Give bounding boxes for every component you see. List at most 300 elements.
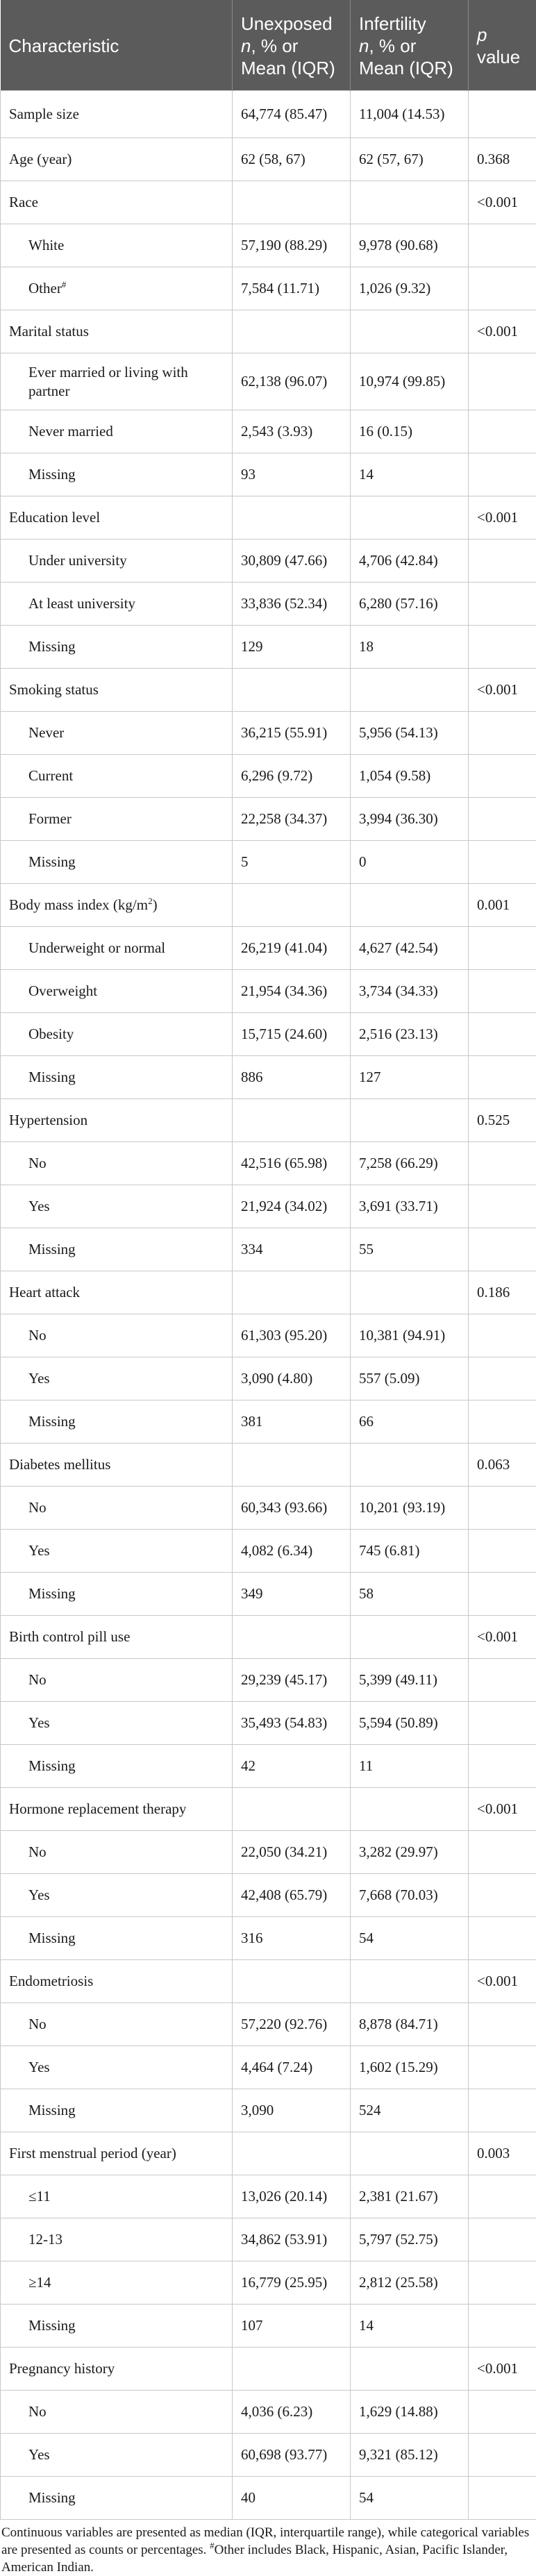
characteristic-label: Missing [28, 466, 76, 483]
cell-characteristic [1, 1271, 233, 1314]
cell-characteristic [1, 2261, 233, 2305]
cell-unexposed: 62 (58, 67) [233, 138, 351, 181]
cell-characteristic [1, 1702, 233, 1745]
cell-infertility: 54 [351, 1917, 469, 1960]
table-row-subcategory [1, 583, 536, 626]
cell-infertility [351, 1271, 469, 1314]
cell-pvalue [469, 91, 536, 138]
characteristic-label: No [28, 1327, 47, 1344]
cell-unexposed: 334 [233, 1228, 351, 1271]
table-row-subcategory [1, 2218, 536, 2261]
cell-infertility [351, 2348, 469, 2391]
characteristic-label: Marital status [9, 323, 89, 340]
cell-pvalue: 0.525 [469, 1099, 536, 1142]
cell-characteristic [1, 1185, 233, 1228]
cell-unexposed: 3,090 (4.80) [233, 1357, 351, 1400]
table-row-subcategory [1, 755, 536, 798]
cell-characteristic [1, 1874, 233, 1917]
cell-unexposed: 40 [233, 2477, 351, 2520]
header-row [1, 0, 536, 91]
cell-infertility: 10,974 (99.85) [351, 353, 469, 410]
cell-pvalue [469, 1530, 536, 1573]
cell-characteristic [1, 540, 233, 583]
table-row-subcategory [1, 224, 536, 267]
characteristic-label: No [28, 2403, 47, 2420]
cell-pvalue [469, 583, 536, 626]
cell-infertility: 5,594 (50.89) [351, 1702, 469, 1745]
cell-unexposed: 129 [233, 626, 351, 669]
cell-pvalue: 0.001 [469, 884, 536, 927]
header-infertility-label: Infertility [359, 13, 426, 34]
table-row-subcategory [1, 1185, 536, 1228]
cell-infertility: 5,956 (54.13) [351, 712, 469, 755]
cell-characteristic [1, 1099, 233, 1142]
characteristic-label: Never married [28, 423, 113, 440]
cell-infertility: 2,812 (25.58) [351, 2261, 469, 2305]
characteristic-label: Under university [28, 552, 127, 569]
table-row-subcategory [1, 540, 536, 583]
cell-unexposed [233, 1788, 351, 1831]
table-row-subcategory [1, 410, 536, 453]
cell-infertility: 3,282 (29.97) [351, 1831, 469, 1874]
cell-infertility: 62 (57, 67) [351, 138, 469, 181]
header-unexposed [233, 0, 351, 91]
cell-characteristic [1, 2132, 233, 2175]
cell-infertility: 7,258 (66.29) [351, 1142, 469, 1185]
cell-infertility: 9,321 (85.12) [351, 2434, 469, 2477]
cell-infertility: 66 [351, 1400, 469, 1444]
cell-infertility: 0 [351, 841, 469, 884]
cell-pvalue [469, 755, 536, 798]
cell-infertility [351, 884, 469, 927]
cell-pvalue: <0.001 [469, 669, 536, 712]
cell-unexposed [233, 1099, 351, 1142]
cell-characteristic [1, 712, 233, 755]
characteristic-label: Body mass index (kg/m [9, 896, 148, 913]
cell-characteristic [1, 1616, 233, 1659]
header-unexposed-n: n [241, 35, 251, 56]
characteristic-superscript: # [62, 279, 67, 290]
cell-pvalue [469, 712, 536, 755]
cell-pvalue [469, 353, 536, 410]
cell-unexposed: 26,219 (41.04) [233, 927, 351, 970]
footnote-main: Continuous variables are presented as median (IQR, interquartile range), while categorical variables are presented as counts or percentages. [1, 2525, 529, 2557]
cell-pvalue [469, 224, 536, 267]
cell-pvalue [469, 1831, 536, 1874]
table-row-subcategory [1, 1573, 536, 1616]
cell-infertility: 8,878 (84.71) [351, 2003, 469, 2046]
cell-pvalue [469, 1400, 536, 1444]
characteristic-label: Missing [28, 853, 76, 870]
characteristic-label: Missing [28, 1241, 76, 1257]
cell-unexposed: 62,138 (96.07) [233, 353, 351, 410]
characteristic-label: Hormone replacement therapy [9, 1800, 186, 1817]
cell-pvalue [469, 1874, 536, 1917]
cell-pvalue [469, 1185, 536, 1228]
cell-unexposed: 3,090 [233, 2089, 351, 2132]
cell-infertility: 3,734 (34.33) [351, 970, 469, 1013]
characteristic-label: Current [28, 767, 73, 784]
footnote-other-note: Other includes Black, Hispanic, Asian, Pacific Islander, American Indian. [1, 2543, 508, 2575]
cell-infertility: 3,691 (33.71) [351, 1185, 469, 1228]
characteristic-label: Underweight or normal [28, 939, 165, 956]
cell-infertility: 16 (0.15) [351, 410, 469, 453]
cell-characteristic [1, 1013, 233, 1056]
table-row-subcategory [1, 2261, 536, 2305]
cell-pvalue [469, 1013, 536, 1056]
table-row-subcategory [1, 1357, 536, 1400]
cell-pvalue [469, 1142, 536, 1185]
table-header [1, 0, 536, 91]
characteristic-label: Yes [28, 1542, 50, 1559]
cell-characteristic [1, 1831, 233, 1874]
cell-unexposed [233, 1960, 351, 2003]
cell-pvalue [469, 2089, 536, 2132]
cell-unexposed: 21,954 (34.36) [233, 970, 351, 1013]
table-row-category [1, 496, 536, 540]
table-row-category [1, 669, 536, 712]
cell-unexposed: 16,779 (25.95) [233, 2261, 351, 2305]
cell-pvalue [469, 1487, 536, 1530]
table-row-subcategory [1, 1314, 536, 1357]
cell-characteristic [1, 2175, 233, 2218]
cell-characteristic [1, 1400, 233, 1444]
table-row-subcategory [1, 841, 536, 884]
cell-pvalue [469, 1228, 536, 1271]
characteristic-label: Sample size [9, 106, 79, 122]
cell-pvalue [469, 267, 536, 310]
cell-pvalue [469, 841, 536, 884]
cell-pvalue [469, 2391, 536, 2434]
cell-characteristic [1, 1444, 233, 1487]
table-row-subcategory [1, 1487, 536, 1530]
cell-unexposed: 33,836 (52.34) [233, 583, 351, 626]
characteristic-label: Hypertension [9, 1112, 87, 1128]
cell-characteristic [1, 1142, 233, 1185]
cell-characteristic [1, 841, 233, 884]
cell-unexposed: 22,258 (34.37) [233, 798, 351, 841]
cell-infertility: 524 [351, 2089, 469, 2132]
characteristic-label: White [28, 237, 64, 253]
cell-characteristic [1, 1659, 233, 1702]
cell-characteristic [1, 2089, 233, 2132]
table-row-subcategory [1, 2175, 536, 2218]
cell-characteristic [1, 1745, 233, 1788]
cell-pvalue: <0.001 [469, 2348, 536, 2391]
cell-characteristic [1, 2348, 233, 2391]
cell-infertility: 2,516 (23.13) [351, 1013, 469, 1056]
cell-infertility: 4,706 (42.84) [351, 540, 469, 583]
header-characteristic [1, 0, 233, 91]
cell-infertility [351, 1099, 469, 1142]
table-row-subcategory [1, 1702, 536, 1745]
cell-characteristic [1, 669, 233, 712]
characteristic-label: Pregnancy history [9, 2360, 115, 2377]
cell-characteristic [1, 1056, 233, 1099]
cell-unexposed: 886 [233, 1056, 351, 1099]
cell-pvalue: <0.001 [469, 496, 536, 540]
cell-pvalue [469, 2477, 536, 2520]
characteristic-label: Yes [28, 2446, 50, 2463]
cell-infertility: 54 [351, 2477, 469, 2520]
characteristic-label: Ever married or living with partner [28, 364, 188, 399]
table-row-category [1, 1271, 536, 1314]
cell-unexposed [233, 2132, 351, 2175]
cell-characteristic [1, 1530, 233, 1573]
cell-unexposed: 93 [233, 453, 351, 496]
cell-infertility [351, 496, 469, 540]
characteristic-label: Missing [28, 1757, 76, 1774]
cell-unexposed [233, 884, 351, 927]
table-row-category [1, 91, 536, 138]
cell-pvalue: <0.001 [469, 1788, 536, 1831]
cell-pvalue: 0.368 [469, 138, 536, 181]
cell-infertility [351, 1788, 469, 1831]
table-row-subcategory [1, 267, 536, 310]
characteristic-label: ≥14 [28, 2274, 51, 2291]
cell-infertility: 18 [351, 626, 469, 669]
cell-characteristic [1, 1314, 233, 1357]
cell-infertility [351, 181, 469, 224]
cell-unexposed [233, 2348, 351, 2391]
cell-pvalue [469, 2218, 536, 2261]
cell-pvalue [469, 626, 536, 669]
table-row-category [1, 2132, 536, 2175]
cell-characteristic [1, 267, 233, 310]
cell-pvalue [469, 453, 536, 496]
cell-unexposed [233, 1616, 351, 1659]
cell-unexposed: 36,215 (55.91) [233, 712, 351, 755]
cell-unexposed: 107 [233, 2305, 351, 2348]
cell-characteristic [1, 1573, 233, 1616]
cell-characteristic [1, 583, 233, 626]
characteristic-label: Yes [28, 1370, 50, 1387]
characteristic-label: Yes [28, 1198, 50, 1214]
characteristic-label: Yes [28, 1887, 50, 1903]
cell-unexposed: 57,220 (92.76) [233, 2003, 351, 2046]
header-characteristic-label: Characteristic [9, 35, 119, 56]
table-row-category [1, 138, 536, 181]
cell-unexposed: 349 [233, 1573, 351, 1616]
characteristic-label: Obesity [28, 1026, 74, 1042]
cell-unexposed: 4,036 (6.23) [233, 2391, 351, 2434]
characteristic-label: Birth control pill use [9, 1628, 130, 1645]
characteristic-label: Missing [28, 1069, 76, 1085]
footnote-marker: # [210, 2541, 215, 2551]
table-row-subcategory [1, 1013, 536, 1056]
cell-characteristic [1, 224, 233, 267]
cell-infertility: 14 [351, 2305, 469, 2348]
cell-pvalue: 0.063 [469, 1444, 536, 1487]
characteristic-superscript: 2 [148, 896, 153, 906]
table-row-subcategory [1, 1142, 536, 1185]
cell-unexposed: 316 [233, 1917, 351, 1960]
cell-characteristic [1, 970, 233, 1013]
table-row-subcategory [1, 1400, 536, 1444]
cell-unexposed [233, 1444, 351, 1487]
cell-infertility: 745 (6.81) [351, 1530, 469, 1573]
table-row-subcategory [1, 798, 536, 841]
cell-pvalue [469, 2046, 536, 2089]
cell-unexposed [233, 669, 351, 712]
table-row-subcategory [1, 1874, 536, 1917]
cell-characteristic [1, 927, 233, 970]
cell-infertility: 58 [351, 1573, 469, 1616]
cell-pvalue [469, 798, 536, 841]
cell-characteristic [1, 2046, 233, 2089]
characteristic-label: Heart attack [9, 1284, 80, 1300]
cell-unexposed: 42 [233, 1745, 351, 1788]
cell-unexposed: 60,343 (93.66) [233, 1487, 351, 1530]
cell-infertility [351, 1960, 469, 2003]
table-row-subcategory [1, 2391, 536, 2434]
cell-pvalue [469, 1357, 536, 1400]
header-infertility-n: n [359, 35, 369, 56]
table-row-category [1, 181, 536, 224]
characteristic-label: Missing [28, 1585, 76, 1602]
table-row-subcategory [1, 2305, 536, 2348]
cell-unexposed: 34,862 (53.91) [233, 2218, 351, 2261]
characteristic-label: Yes [28, 1714, 50, 1731]
characteristic-label: Missing [28, 1413, 76, 1430]
cell-pvalue [469, 1573, 536, 1616]
cell-characteristic [1, 2218, 233, 2261]
cell-infertility: 7,668 (70.03) [351, 1874, 469, 1917]
cell-unexposed: 5 [233, 841, 351, 884]
cell-unexposed: 381 [233, 1400, 351, 1444]
cell-infertility: 1,054 (9.58) [351, 755, 469, 798]
table-row-subcategory [1, 712, 536, 755]
cell-characteristic [1, 353, 233, 410]
cell-unexposed: 4,082 (6.34) [233, 1530, 351, 1573]
cell-pvalue: <0.001 [469, 181, 536, 224]
characteristic-label: Other [28, 280, 62, 296]
cell-infertility: 1,026 (9.32) [351, 267, 469, 310]
cell-pvalue: 0.186 [469, 1271, 536, 1314]
cell-infertility: 5,797 (52.75) [351, 2218, 469, 2261]
cell-unexposed [233, 310, 351, 353]
characteristic-label: Overweight [28, 982, 97, 999]
characteristic-label: Missing [28, 1930, 76, 1946]
cell-pvalue [469, 1745, 536, 1788]
cell-characteristic [1, 2391, 233, 2434]
cell-infertility: 1,629 (14.88) [351, 2391, 469, 2434]
characteristic-label: Missing [28, 638, 76, 655]
cell-characteristic [1, 798, 233, 841]
table-row-subcategory [1, 626, 536, 669]
cell-infertility: 10,201 (93.19) [351, 1487, 469, 1530]
cell-unexposed: 6,296 (9.72) [233, 755, 351, 798]
cell-characteristic [1, 496, 233, 540]
table-row-subcategory [1, 1745, 536, 1788]
cell-characteristic [1, 1228, 233, 1271]
characteristic-label: Missing [28, 2317, 76, 2334]
table-row-subcategory [1, 2046, 536, 2089]
cell-unexposed: 61,303 (95.20) [233, 1314, 351, 1357]
header-pvalue-label: value [477, 47, 520, 67]
cell-infertility: 11,004 (14.53) [351, 91, 469, 138]
table-row-category [1, 884, 536, 927]
characteristic-label: Never [28, 724, 64, 741]
table-row-subcategory [1, 1917, 536, 1960]
cell-infertility: 3,994 (36.30) [351, 798, 469, 841]
cell-pvalue: 0.003 [469, 2132, 536, 2175]
cell-characteristic [1, 626, 233, 669]
characteristic-label: Endometriosis [9, 1973, 93, 1989]
cell-unexposed [233, 1271, 351, 1314]
cell-pvalue: <0.001 [469, 1616, 536, 1659]
cell-unexposed: 21,924 (34.02) [233, 1185, 351, 1228]
cell-unexposed: 2,543 (3.93) [233, 410, 351, 453]
characteristic-label: Education level [9, 509, 100, 526]
cell-infertility [351, 310, 469, 353]
cell-infertility: 557 (5.09) [351, 1357, 469, 1400]
cell-unexposed: 30,809 (47.66) [233, 540, 351, 583]
table-row-subcategory [1, 2089, 536, 2132]
characteristic-label: Diabetes mellitus [9, 1456, 110, 1473]
cell-pvalue [469, 927, 536, 970]
characteristic-label: No [28, 1843, 47, 1860]
table-row-subcategory [1, 927, 536, 970]
cell-infertility [351, 1616, 469, 1659]
cell-characteristic [1, 1357, 233, 1400]
table-row-category [1, 2348, 536, 2391]
cell-characteristic [1, 884, 233, 927]
cell-unexposed: 22,050 (34.21) [233, 1831, 351, 1874]
cell-characteristic [1, 2305, 233, 2348]
table-row-subcategory [1, 2434, 536, 2477]
cell-infertility: 127 [351, 1056, 469, 1099]
cell-unexposed: 15,715 (24.60) [233, 1013, 351, 1056]
table-footnote [0, 2524, 536, 2576]
cell-unexposed: 42,516 (65.98) [233, 1142, 351, 1185]
cell-infertility: 4,627 (42.54) [351, 927, 469, 970]
cell-pvalue [469, 1917, 536, 1960]
cell-characteristic [1, 410, 233, 453]
characteristic-label: First menstrual period (year) [9, 2145, 176, 2161]
header-unexposed-stat: , % or Mean (IQR) [241, 35, 335, 78]
cell-pvalue [469, 1056, 536, 1099]
cell-unexposed [233, 496, 351, 540]
cell-infertility: 9,978 (90.68) [351, 224, 469, 267]
cell-pvalue [469, 1702, 536, 1745]
cell-unexposed: 13,026 (20.14) [233, 2175, 351, 2218]
cell-characteristic [1, 138, 233, 181]
cell-characteristic [1, 2477, 233, 2520]
cell-pvalue [469, 1314, 536, 1357]
cell-unexposed [233, 181, 351, 224]
header-infertility [351, 0, 469, 91]
characteristic-label: Former [28, 810, 72, 827]
table-row-subcategory [1, 2477, 536, 2520]
cell-pvalue [469, 2261, 536, 2305]
header-infertility-stat: , % or Mean (IQR) [359, 35, 453, 78]
table-row-subcategory [1, 1056, 536, 1099]
characteristic-label: 12-13 [28, 2231, 62, 2248]
characteristic-label: ≤11 [28, 2188, 51, 2205]
cell-infertility: 55 [351, 1228, 469, 1271]
cell-infertility: 14 [351, 453, 469, 496]
cell-pvalue: <0.001 [469, 1960, 536, 2003]
cell-infertility: 10,381 (94.91) [351, 1314, 469, 1357]
characteristic-label: No [28, 1499, 47, 1516]
characteristic-label-tail: ) [153, 896, 158, 913]
cell-pvalue [469, 2305, 536, 2348]
cell-characteristic [1, 1960, 233, 2003]
cell-unexposed: 60,698 (93.77) [233, 2434, 351, 2477]
table-row-category [1, 1444, 536, 1487]
cell-infertility: 6,280 (57.16) [351, 583, 469, 626]
